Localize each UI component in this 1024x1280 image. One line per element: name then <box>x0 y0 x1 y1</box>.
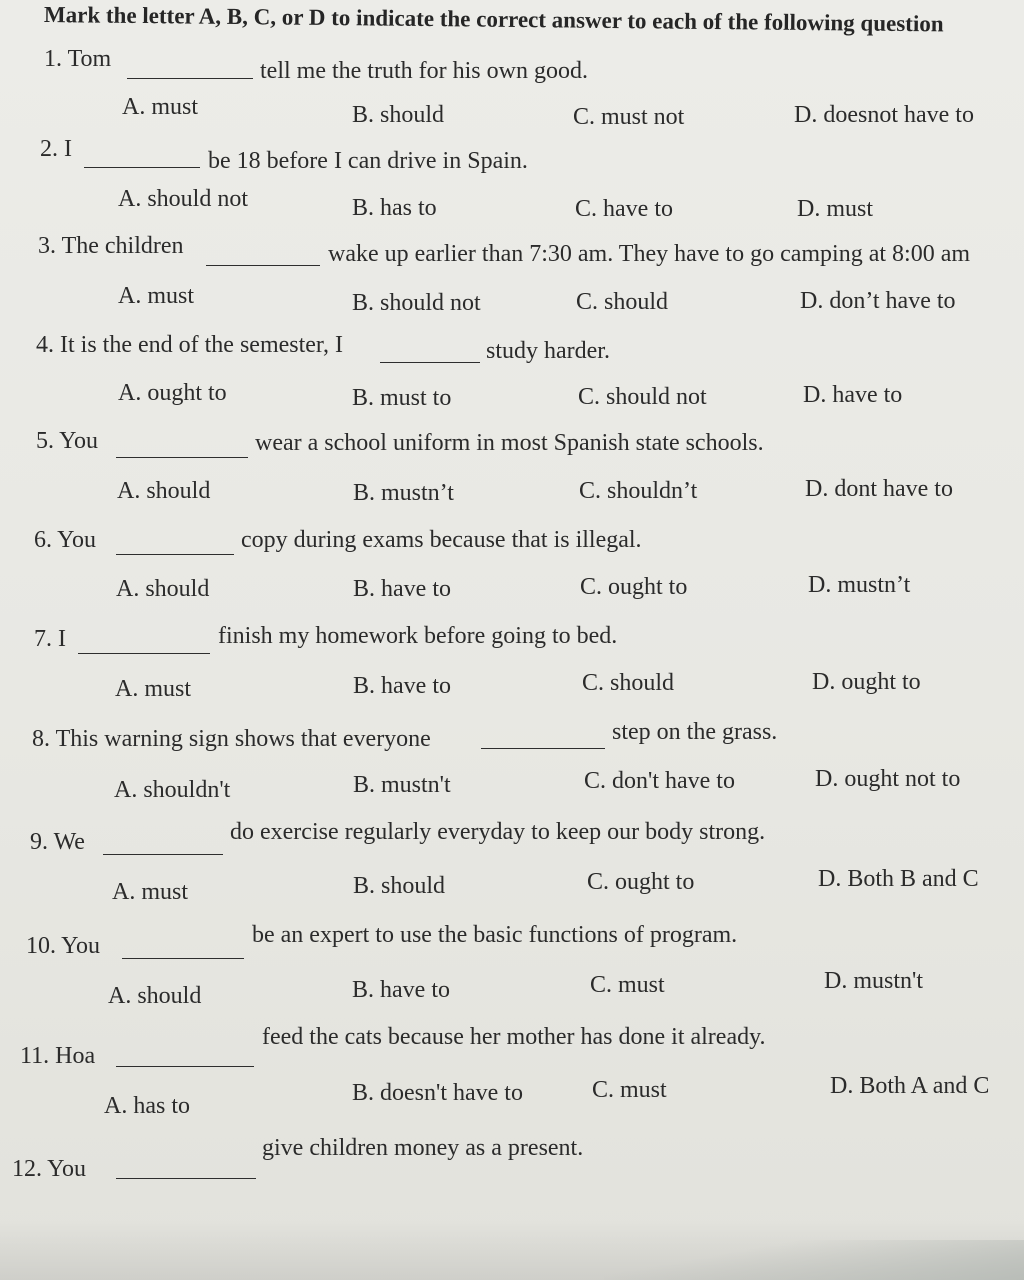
question-3-number: 3. The children <box>38 233 184 259</box>
question-10-text: be an expert to use the basic functions of program. <box>252 922 738 948</box>
question-6-option-d: D. mustn’t <box>808 572 911 598</box>
question-4-option-d: D. have to <box>803 382 903 408</box>
question-2-text: be 18 before I can drive in Spain. <box>208 148 528 174</box>
question-10-blank <box>122 958 244 959</box>
question-9-text: do exercise regularly everyday to keep our body strong. <box>230 819 766 845</box>
question-3-option-c: C. should <box>576 289 669 315</box>
question-2-option-d: D. must <box>797 196 874 222</box>
question-2-option-a: A. should not <box>118 186 249 212</box>
question-11-option-a: A. has to <box>104 1093 190 1119</box>
question-11-option-c: C. must <box>592 1077 667 1103</box>
question-10-option-c: C. must <box>590 972 665 998</box>
question-11-option-d: D. Both A and C <box>830 1073 990 1099</box>
question-8-number: 8. This warning sign shows that everyone <box>32 726 431 752</box>
question-6-option-b: B. have to <box>353 576 451 602</box>
question-3-text: wake up earlier than 7:30 am. They have to go camping at 8:00 am <box>328 241 971 267</box>
question-8-option-a: A. shouldn't <box>114 777 231 803</box>
question-5-option-c: C. shouldn’t <box>579 478 698 504</box>
question-8-text: step on the grass. <box>612 719 778 745</box>
question-10-number: 10. You <box>26 933 101 959</box>
question-6-text: copy during exams because that is illegal. <box>241 527 642 553</box>
question-9-option-c: C. ought to <box>587 869 695 895</box>
desk-edge <box>604 1240 1024 1280</box>
question-1-option-b: B. should <box>352 102 445 128</box>
question-5-text: wear a school uniform in most Spanish state schools. <box>255 430 764 456</box>
question-3-blank <box>206 265 320 266</box>
question-12-number: 12. You <box>12 1156 87 1182</box>
question-6-blank <box>116 554 234 555</box>
question-1-blank <box>127 78 253 79</box>
question-6-number: 6. You <box>34 527 97 553</box>
question-9-option-a: A. must <box>112 879 189 905</box>
question-5-number: 5. You <box>36 428 99 454</box>
question-3-option-a: A. must <box>118 283 195 309</box>
question-3-option-d: D. don’t have to <box>800 288 956 314</box>
question-2-blank <box>84 167 200 168</box>
question-12-text: give children money as a present. <box>262 1135 584 1161</box>
question-12-blank <box>116 1178 256 1179</box>
question-8-option-c: C. don't have to <box>584 768 735 794</box>
question-7-number: 7. I <box>34 626 66 652</box>
question-5-option-b: B. mustn’t <box>353 480 454 506</box>
question-6-option-c: C. ought to <box>580 574 688 600</box>
question-10-option-b: B. have to <box>352 977 450 1003</box>
question-9-option-d: D. Both B and C <box>818 866 979 892</box>
question-4-option-b: B. must to <box>352 385 452 411</box>
question-1-option-c: C. must not <box>573 104 685 130</box>
question-9-number: 9. We <box>30 829 85 855</box>
question-10-option-d: D. mustn't <box>824 968 923 994</box>
question-8-blank <box>481 748 605 749</box>
question-7-blank <box>78 653 210 654</box>
question-11-text: feed the cats because her mother has done it already. <box>262 1024 766 1050</box>
question-1-number: 1. Tom <box>44 46 112 72</box>
question-1-option-d: D. doesnot have to <box>794 102 974 128</box>
question-7-option-c: C. should <box>582 670 675 696</box>
question-5-option-a: A. should <box>117 478 211 504</box>
question-4-option-c: C. should not <box>578 384 707 410</box>
question-7-option-b: B. have to <box>353 673 451 699</box>
question-4-text: study harder. <box>486 338 610 364</box>
question-11-blank <box>116 1066 254 1067</box>
question-11-option-b: B. doesn't have to <box>352 1080 523 1106</box>
question-10-option-a: A. should <box>108 983 202 1009</box>
question-9-option-b: B. should <box>353 873 446 899</box>
question-1-text: tell me the truth for his own good. <box>260 58 588 84</box>
question-7-option-a: A. must <box>115 676 192 702</box>
question-5-blank <box>116 457 248 458</box>
question-2-option-c: C. have to <box>575 196 673 222</box>
question-5-option-d: D. dont have to <box>805 476 953 502</box>
question-2-option-b: B. has to <box>352 195 437 221</box>
question-11-number: 11. Hoa <box>20 1043 96 1069</box>
question-2-number: 2. I <box>40 136 72 162</box>
question-7-text: finish my homework before going to bed. <box>218 623 618 649</box>
question-8-option-b: B. mustn't <box>353 772 451 798</box>
question-4-number: 4. It is the end of the semester, I <box>36 332 343 358</box>
question-4-blank <box>380 362 480 363</box>
question-3-option-b: B. should not <box>352 290 481 316</box>
question-8-option-d: D. ought not to <box>815 766 961 792</box>
question-9-blank <box>103 854 223 855</box>
question-1-option-a: A. must <box>122 94 199 120</box>
question-7-option-d: D. ought to <box>812 669 921 695</box>
question-4-option-a: A. ought to <box>118 380 227 406</box>
question-6-option-a: A. should <box>116 576 210 602</box>
instruction-heading: Mark the letter A, B, C, or D to indicate the correct answer to each of the following question <box>43 2 944 37</box>
